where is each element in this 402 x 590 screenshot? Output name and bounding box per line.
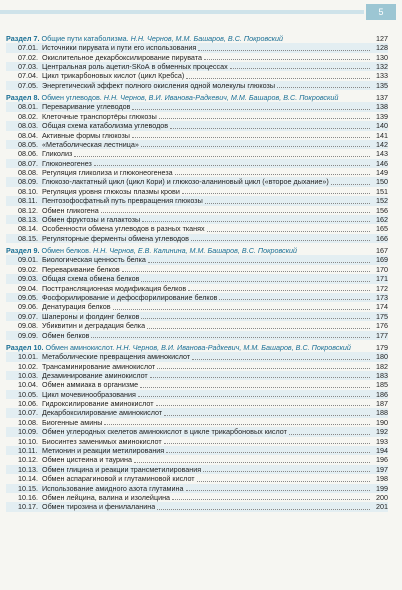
leader-dots [289,434,370,435]
leader-dots [156,405,370,406]
leader-dots [188,290,370,291]
leader-dots [207,231,370,232]
entry-page: 156 [376,205,388,215]
toc-entry[interactable] [6,149,388,158]
toc-entry[interactable] [6,362,388,371]
entry-title: Глюкозо-лактатный цикл (цикл Кори) и глюкозо-аланиновый цикл («второе дыхание») [42,177,329,187]
leader-dots [140,387,370,388]
leader-dots [94,165,370,166]
entry-title: Убиквитин и деградация белка [42,321,146,331]
entry-title: Обмен цистеина и таурина [42,455,132,465]
entry-title: Шапероны и фолдинг белков [42,311,140,321]
toc-entry[interactable] [6,380,388,389]
entry-page: 140 [376,121,388,131]
section-title: Общие пути катаболизма. [41,34,129,43]
entry-number: 10.09. [18,427,38,437]
entry-title: Обмен глицина и реакции трансметилирования [42,464,202,474]
entry-number: 08.03. [18,121,38,131]
entry-number: 09.06. [18,302,38,312]
leader-dots [170,128,370,129]
toc-entry[interactable] [6,177,388,186]
entry-number: 08.12. [18,205,38,215]
toc-entry[interactable] [6,408,388,417]
entry-number: 09.03. [18,274,38,284]
page-number: 5 [366,4,396,20]
entry-title: Биосинтез заменимых аминокислот [42,436,162,446]
toc-entry[interactable] [6,43,388,52]
entry-page: 132 [376,61,388,71]
leader-dots [138,396,370,397]
leader-dots [277,87,370,88]
entry-title: «Метаболическая лестница» [42,139,139,149]
leader-dots [132,137,370,138]
entry-number: 08.07. [18,158,38,168]
entry-page: 170 [376,264,388,274]
entry-page: 172 [376,283,388,293]
leader-dots [132,109,370,110]
toc-entry[interactable] [6,62,388,71]
entry-title: Активные формы глюкозы [42,130,130,140]
entry-page: 193 [376,436,388,446]
entry-title: Энергетический эффект полного окисления одной молекулы глюкозы [42,80,275,90]
entry-page: 188 [376,408,388,418]
entry-title: Денатурация белков [42,302,111,312]
section-authors: Н.Н. Чернов, Е.В. Калинина, М.М. Башаров, В.С. Покровский [92,246,298,256]
entry-number: 10.16. [18,492,38,502]
toc-entry[interactable] [6,140,388,149]
entry-number: 07.02. [18,52,38,62]
entry-page: 198 [376,474,388,484]
section-label: Раздел 9. [6,246,40,256]
leader-dots [150,377,370,378]
entry-page: 138 [376,102,388,112]
entry-number: 10.10. [18,436,38,446]
toc-entry[interactable] [6,53,388,62]
leader-dots [141,146,370,147]
entry-page: 196 [376,455,388,465]
entry-page: 183 [376,370,388,380]
entry-title: Цикл мочевинообразования [42,389,136,399]
toc-entry[interactable] [6,418,388,427]
toc-entry[interactable] [6,206,388,215]
entry-page: 139 [376,111,388,121]
entry-title: Гликолиз [42,149,73,159]
toc-entry[interactable] [6,284,388,293]
leader-dots [198,50,370,51]
toc-entry[interactable] [6,399,388,408]
entry-number: 09.04. [18,283,38,293]
entry-title: Трансаминирование аминокислот [42,361,156,371]
toc-entry[interactable] [6,71,388,80]
entry-title: Гидроксилирование аминокислот [42,399,154,409]
toc-entry[interactable] [6,274,388,283]
entry-page: 152 [376,196,388,206]
leader-dots [175,174,370,175]
section-authors: Н.Н. Чернов, В.И. Иванова-Радкевич, М.М. Башаров, В.С. Покровский [103,93,339,103]
entry-title: Переваривание углеводов [42,102,131,112]
entry-title: Обмен гликогена [42,205,99,215]
leader-dots [157,509,370,510]
entry-title: Переваривание белков [42,264,120,274]
toc-entry[interactable] [6,196,388,205]
entry-page: 162 [376,215,388,225]
entry-number: 10.02. [18,361,38,371]
entry-title: Метионин и реакции метилирования [42,446,165,456]
entry-page: 130 [376,52,388,62]
entry-page: 150 [376,177,388,187]
entry-number: 08.08. [18,168,38,178]
entry-number: 10.12. [18,455,38,465]
leader-dots [203,471,370,472]
entry-number: 10.15. [18,483,38,493]
entry-number: 10.01. [18,352,38,362]
entry-number: 08.15. [18,233,38,243]
entry-page: 143 [376,149,388,159]
entry-number: 10.14. [18,474,38,484]
entry-page: 197 [376,464,388,474]
toc-entry[interactable] [6,455,388,464]
entry-page: 199 [376,483,388,493]
section-title: Обмен белков. [41,246,91,256]
toc-entry[interactable] [6,215,388,224]
entry-number: 08.09. [18,177,38,187]
leader-dots [230,68,370,69]
entry-page: 186 [376,389,388,399]
entry-number: 08.06. [18,149,38,159]
entry-title: Биологическая ценность белка [42,255,146,265]
section-title: Обмен аминокислот. [45,342,115,352]
section-page: 137 [376,93,388,103]
leader-dots [192,359,370,360]
entry-page: 128 [376,43,388,53]
entry-title: Использование амидного азота глутамина [42,483,184,493]
leader-dots [219,299,370,300]
toc-entry[interactable] [6,484,388,493]
entry-title: Регуляторные ферменты обмена углеводов [42,233,189,243]
toc-entry[interactable] [6,321,388,330]
toc-entry[interactable] [6,224,388,233]
section-page: 127 [376,34,388,43]
entry-page: 142 [376,139,388,149]
toc-entry[interactable] [6,427,388,436]
entry-title: Центральная роль ацетил-SКоА в обменных процессах [42,61,228,71]
entry-page: 149 [376,168,388,178]
entry-number: 10.03. [18,370,38,380]
entry-number: 10.07. [18,408,38,418]
section-title: Обмен углеводов. [41,93,102,103]
entry-page: 185 [376,380,388,390]
entry-page: 141 [376,130,388,140]
entry-title: Обмен аммиака в организме [42,380,139,390]
entry-title: Общая схема катаболизма углеводов [42,121,169,131]
leader-dots [142,221,370,222]
entry-title: Обмен фруктозы и галактозы [42,215,141,225]
entry-title: Общая схема обмена белков [42,274,140,284]
entry-number: 10.13. [18,464,38,474]
entry-number: 08.04. [18,130,38,140]
section-authors: Н.Н. Чернов, В.И. Иванова-Радкевич, М.М. Башаров, В.С. Покровский [116,342,351,352]
header-rule [0,10,364,14]
entry-page: 180 [376,352,388,362]
entry-page: 200 [376,492,388,502]
toc-entry[interactable] [6,390,388,399]
toc-section [6,93,388,243]
entry-title: Обмен тирозина и фенилаланина [42,502,156,512]
entry-page: 173 [376,292,388,302]
table-of-contents [6,34,388,515]
entry-title: Обмен углеродных скелетов аминокислот в цикле трикарбоновых кислот [42,427,287,437]
section-heading[interactable] [6,246,388,255]
entry-number: 10.17. [18,502,38,512]
entry-page: 171 [376,274,388,284]
toc-entry[interactable] [6,465,388,474]
section-authors: Н.Н. Чернов, М.М. Башаров, В.С. Покровский [130,34,284,43]
leader-dots [186,78,370,79]
leader-dots [331,184,370,185]
entry-title: Окислительное декарбоксилирование пирувата [42,52,202,62]
leader-dots [166,452,370,453]
leader-dots [172,499,370,500]
section-page: 167 [376,246,388,256]
leader-dots [186,490,371,491]
leader-dots [148,262,370,263]
toc-entry[interactable] [6,131,388,140]
entry-page: 194 [376,446,388,456]
entry-number: 10.08. [18,417,38,427]
entry-page: 177 [376,330,388,340]
toc-entry[interactable] [6,446,388,455]
entry-page: 166 [376,233,388,243]
entry-number: 09.02. [18,264,38,274]
entry-page: 175 [376,311,388,321]
entry-number: 08.01. [18,102,38,112]
toc-entry[interactable] [6,112,388,121]
leader-dots [141,318,370,319]
entry-number: 07.01. [18,43,38,53]
entry-page: 169 [376,255,388,265]
toc-entry[interactable] [6,293,388,302]
leader-dots [101,212,370,213]
entry-number: 10.06. [18,399,38,409]
entry-number: 09.01. [18,255,38,265]
entry-page: 176 [376,321,388,331]
entry-number: 08.13. [18,215,38,225]
entry-title: Фосфорилирование и дефосфорилирование белков [42,292,218,302]
entry-page: 182 [376,361,388,371]
section-label: Раздел 7. [6,34,40,43]
toc-entry[interactable] [6,474,388,483]
entry-page: 192 [376,427,388,437]
toc-entry[interactable] [6,255,388,264]
entry-number: 08.05. [18,139,38,149]
leader-dots [74,156,370,157]
leader-dots [191,240,370,241]
toc-entry[interactable] [6,493,388,502]
entry-title: Регуляция гликолиза и глюконеогенеза [42,168,173,178]
toc-section [6,34,388,90]
entry-title: Обмен аспарагиновой и глутаминовой кислот [42,474,195,484]
leader-dots [104,424,370,425]
leader-dots [157,368,370,369]
entry-number: 08.11. [18,196,38,206]
entry-number: 08.10. [18,186,38,196]
leader-dots [134,462,370,463]
leader-dots [113,309,370,310]
entry-title: Биогенные амины [42,417,103,427]
section-page: 179 [376,342,388,352]
entry-title: Регуляция уровня глюкозы плазмы крови [42,186,180,196]
toc-section [6,343,388,512]
entry-number: 09.07. [18,311,38,321]
entry-title: Метаболические превращения аминокислот [42,352,191,362]
entry-title: Декарбоксилирование аминокислот [42,408,163,418]
leader-dots [164,443,370,444]
entry-number: 10.11. [18,446,38,456]
toc-entry[interactable] [6,168,388,177]
toc-entry[interactable] [6,371,388,380]
leader-dots [91,337,370,338]
entry-page: 174 [376,302,388,312]
entry-title: Пентозофосфатный путь превращения глюкозы [42,196,203,206]
entry-number: 08.02. [18,111,38,121]
toc-entry[interactable] [6,234,388,243]
entry-page: 187 [376,399,388,409]
toc-entry[interactable] [6,331,388,340]
toc-entry[interactable] [6,265,388,274]
toc-entry[interactable] [6,437,388,446]
leader-dots [204,59,370,60]
toc-entry[interactable] [6,81,388,90]
leader-dots [159,118,370,119]
leader-dots [147,328,370,329]
toc-entry[interactable] [6,159,388,168]
entry-title: Цикл трикарбоновых кислот (цикл Кребса) [42,71,185,81]
section-heading[interactable] [6,343,388,352]
section-label: Раздел 8. [6,93,40,103]
leader-dots [182,193,370,194]
section-heading[interactable] [6,93,388,102]
entry-number: 07.03. [18,61,38,71]
entry-page: 165 [376,224,388,234]
toc-entry[interactable] [6,302,388,311]
toc-entry[interactable] [6,187,388,196]
entry-title: Глюконеогенез [42,158,92,168]
leader-dots [122,271,370,272]
entry-number: 09.09. [18,330,38,340]
entry-title: Обмен лейцина, валина и изолейцина [42,492,171,502]
leader-dots [141,281,370,282]
entry-page: 133 [376,71,388,81]
entry-title: Клеточные транспортёры глюкозы [42,111,157,121]
toc-entry[interactable] [6,502,388,511]
entry-number: 10.05. [18,389,38,399]
leader-dots [197,481,370,482]
entry-page: 146 [376,158,388,168]
page-header [0,0,402,22]
toc-entry[interactable] [6,121,388,130]
entry-number: 07.04. [18,71,38,81]
entry-title: Обмен белков [42,330,90,340]
section-label: Раздел 10. [6,342,44,352]
entry-page: 201 [376,502,388,512]
toc-entry[interactable] [6,352,388,361]
entry-number: 08.14. [18,224,38,234]
leader-dots [164,415,370,416]
toc-section [6,246,388,340]
entry-number: 10.04. [18,380,38,390]
leader-dots [205,203,370,204]
entry-number: 09.05. [18,292,38,302]
entry-title: Дезаминирование аминокислот [42,370,148,380]
entry-title: Источники пирувата и пути его использования [42,43,197,53]
entry-title: Посттрансляционная модификация белков [42,283,187,293]
entry-number: 09.08. [18,321,38,331]
section-heading[interactable] [6,34,388,43]
entry-number: 07.05. [18,80,38,90]
entry-page: 151 [376,186,388,196]
entry-title: Особенности обмена углеводов в разных тканях [42,224,205,234]
toc-entry[interactable] [6,102,388,111]
entry-page: 135 [376,80,388,90]
toc-entry[interactable] [6,312,388,321]
entry-page: 190 [376,417,388,427]
